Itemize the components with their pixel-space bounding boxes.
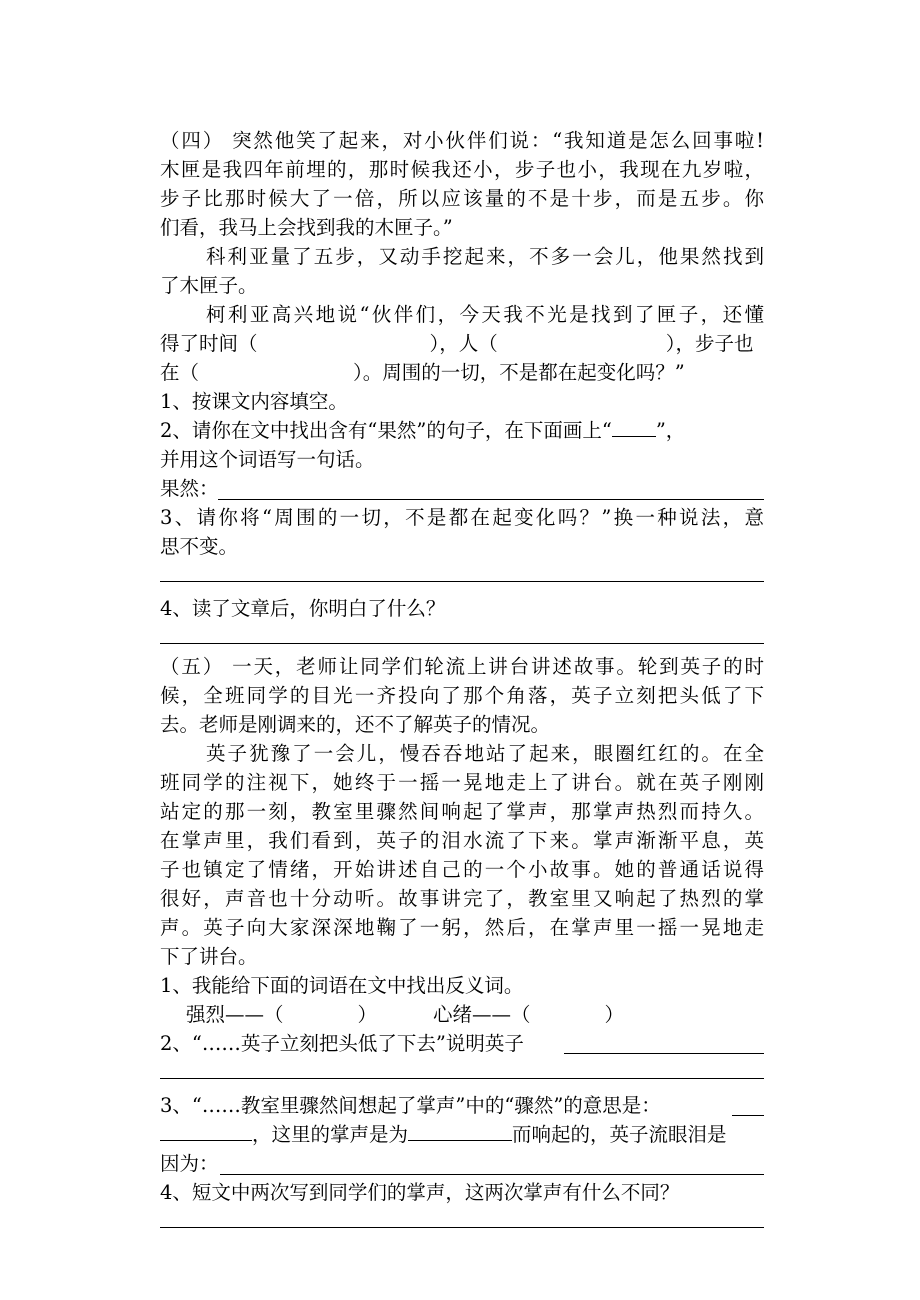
fill-blank-reason[interactable] bbox=[408, 1120, 512, 1141]
text-segment: ，这里的掌声是为 bbox=[252, 1123, 409, 1146]
text-line: 科利亚量了五步，又动手挖起来，不多一会儿，他果然找到 bbox=[206, 245, 764, 268]
underline-sample bbox=[612, 416, 656, 437]
text-line: 木匣是我四年前埋的，那时候我还小，步子也小，我现在九岁啦， bbox=[160, 158, 764, 181]
text-segment: 在（ bbox=[160, 361, 200, 384]
answer-line[interactable] bbox=[564, 1053, 764, 1054]
text-segment: ） bbox=[357, 1003, 378, 1026]
text-line: 英子犹豫了一会儿，慢吞吞地站了起来，眼圈红红的。在全 bbox=[206, 742, 764, 765]
question-1: 1、按课文内容填空。 bbox=[160, 390, 348, 413]
text-line: 柯利亚高兴地说“伙伴们，今天我不光是找到了匣子，还懂 bbox=[206, 303, 764, 326]
text-segment: 2、“……英子立刻把头低了下去”说明英子 bbox=[160, 1032, 524, 1055]
antonym-word-2: 心绪——（ bbox=[433, 1003, 531, 1026]
text-line: 班同学的注视下，她终于一摇一晃地走上了讲台。就在英子刚刚 bbox=[160, 771, 764, 794]
text-segment: ）。周围的一切，不是都在起变化吗？” bbox=[353, 361, 685, 384]
question-4: 4、短文中两次写到同学们的掌声，这两次掌声有什么不同？ bbox=[160, 1181, 680, 1204]
text-segment: 得了时间（ bbox=[160, 332, 258, 355]
fill-blank-meaning[interactable] bbox=[160, 1120, 252, 1141]
antonym-word-1: 强烈——（ bbox=[186, 1003, 284, 1026]
answer-label: 果然： bbox=[160, 477, 219, 500]
text-line: 站定的那一刻，教室里骤然间响起了掌声，那掌声热烈而持久。 bbox=[160, 800, 764, 823]
text-line: 在掌声里，我们看到，英子的泪水流了下来。掌声渐渐平息，英 bbox=[160, 829, 764, 852]
text-line: 去。老师是刚调来的，还不了解英子的情况。 bbox=[160, 713, 551, 736]
antonym-row bbox=[160, 1000, 764, 1029]
text-line: 步子比那时候大了一倍，所以应该量的不是十步，而是五步。你 bbox=[160, 187, 764, 210]
answer-line[interactable] bbox=[732, 1115, 764, 1116]
answer-line-guoran bbox=[160, 474, 764, 503]
answer-line[interactable] bbox=[220, 1174, 764, 1175]
question-2 bbox=[160, 416, 764, 445]
section-4-passage bbox=[160, 126, 764, 387]
section-4-questions bbox=[160, 387, 764, 652]
text-line: 下了讲台。 bbox=[160, 945, 258, 968]
text-segment: ），人（ bbox=[429, 332, 498, 355]
text-segment: 而响起的，英子流眼泪是 bbox=[512, 1123, 727, 1146]
fill-line-steps bbox=[160, 358, 764, 387]
section-5-passage bbox=[160, 652, 764, 971]
text-line: 了木匣子。 bbox=[160, 274, 258, 297]
answer-line-q3[interactable] bbox=[160, 561, 764, 590]
text-segment: ），步子也 bbox=[665, 332, 754, 355]
answer-line-q4[interactable] bbox=[160, 1207, 764, 1236]
text-segment: 3、“……教室里骤然间想起了掌声”中的“骤然”的意思是： bbox=[160, 1094, 661, 1117]
question-2-cont: 并用这个词语写一句话。 bbox=[160, 448, 375, 471]
answer-line[interactable] bbox=[218, 499, 764, 500]
question-1: 1、我能给下面的词语在文中找出反义词。 bbox=[160, 974, 524, 997]
worksheet-page bbox=[160, 126, 764, 1236]
question-3 bbox=[160, 1091, 764, 1120]
question-3: 3、请你将“周围的一切，不是都在起变化吗？”换一种说法，意 bbox=[160, 506, 764, 529]
text-line: （四） 突然他笑了起来，对小伙伴们说：“我知道是怎么回事啦! bbox=[160, 129, 764, 152]
question-3-cont: 思不变。 bbox=[160, 535, 239, 558]
text-segment: ） bbox=[604, 1003, 625, 1026]
question-2 bbox=[160, 1029, 764, 1058]
section-5-questions bbox=[160, 971, 764, 1236]
question-4: 4、读了文章后，你明白了什么？ bbox=[160, 597, 446, 620]
text-line: 很好，声音也十分动听。故事讲完了，教室里又响起了热烈的掌 bbox=[160, 887, 764, 910]
answer-line-q2[interactable] bbox=[160, 1058, 764, 1087]
text-line: 子也镇定了情绪，开始讲述自己的一个小故事。她的普通话说得 bbox=[160, 858, 764, 881]
answer-label: 因为： bbox=[160, 1152, 219, 1175]
text-segment: ”， bbox=[655, 419, 686, 442]
question-3-because bbox=[160, 1149, 764, 1178]
text-line: （五） 一天，老师让同学们轮流上讲台讲述故事。轮到英子的时 bbox=[160, 655, 764, 678]
text-line: 们看，我马上会找到我的木匣子。” bbox=[160, 216, 453, 239]
question-3-cont bbox=[160, 1120, 764, 1149]
text-line: 声。英子向大家深深地鞠了一躬，然后，在掌声里一摇一晃地走 bbox=[160, 916, 764, 939]
text-segment: 2、请你在文中找出含有“果然”的句子，在下面画上“ bbox=[160, 419, 612, 442]
answer-line-q4[interactable] bbox=[160, 623, 764, 652]
text-line: 候，全班同学的目光一齐投向了那个角落，英子立刻把头低了下 bbox=[160, 684, 764, 707]
fill-line-time-people bbox=[160, 329, 764, 358]
